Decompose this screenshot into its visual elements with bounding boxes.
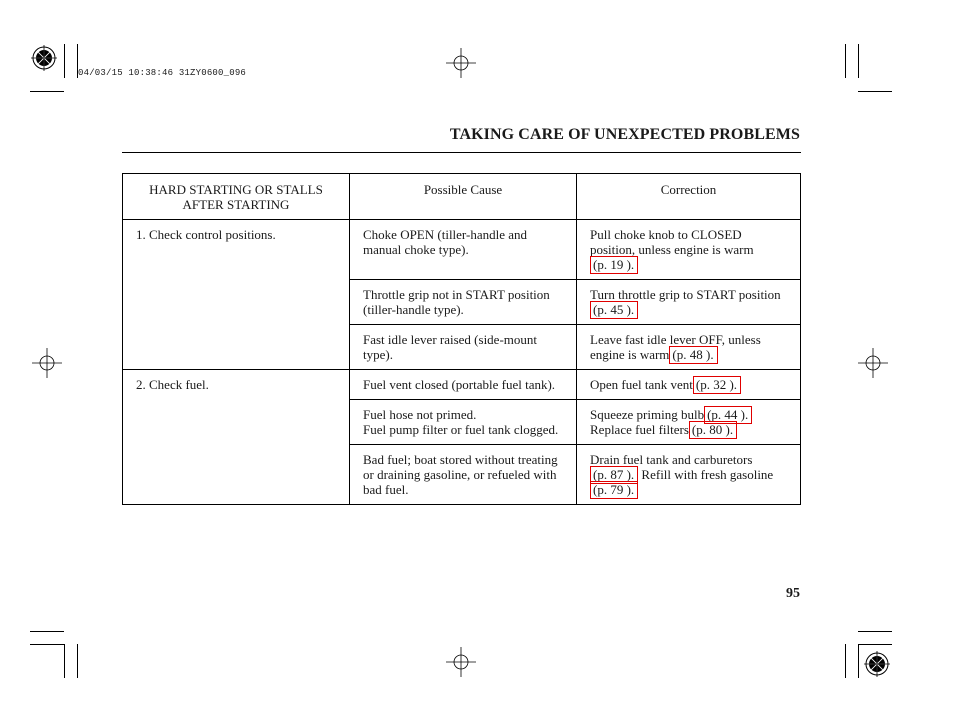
crosshair-icon: [32, 348, 62, 378]
cause-cell: Fuel vent closed (portable fuel tank).: [350, 370, 577, 400]
check-fuel-cell: 2. Check fuel.: [123, 370, 350, 505]
cause-cell: Choke OPEN (tiller-handle and manual choke type).: [350, 220, 577, 280]
cause-line: Fuel hose not primed.: [363, 407, 477, 422]
page-number: 95: [786, 586, 800, 601]
correction-text: Turn throttle grip to START position: [590, 287, 781, 302]
correction-cell: [577, 400, 801, 445]
cause-line: Fuel pump filter or fuel tank clogged.: [363, 422, 559, 437]
correction-text: Squeeze priming bulb: [590, 407, 705, 422]
page-reference-link[interactable]: (p. 80 ).: [689, 421, 737, 439]
correction-text: Open fuel tank vent: [590, 377, 693, 392]
crosshair-icon: [858, 348, 888, 378]
correction-text: Leave fast idle lever OFF, unless engine is warm: [590, 332, 761, 362]
cause-cell: Fast idle lever raised (side-mount type).: [350, 325, 577, 370]
section-title: TAKING CARE OF UNEXPECTED PROBLEMS: [449, 126, 800, 143]
troubleshooting-table: [122, 173, 801, 505]
crosshair-icon: [446, 647, 476, 677]
correction-text: Replace fuel filters: [590, 422, 689, 437]
correction-cell: [577, 445, 801, 505]
header-cause: Possible Cause: [350, 174, 577, 220]
crosshair-icon: [446, 48, 476, 78]
header-correction: Correction: [577, 174, 801, 220]
registration-star-icon: [31, 45, 57, 71]
correction-text: Drain fuel tank and carburetors: [590, 452, 753, 467]
table-row: [123, 370, 801, 400]
page-reference-link[interactable]: (p. 48 ).: [669, 346, 717, 364]
cause-cell: Bad fuel; boat stored without treating or draining gasoline, or refueled with bad fuel.: [350, 445, 577, 505]
table-row: [123, 220, 801, 280]
page-reference-link[interactable]: (p. 32 ).: [693, 376, 741, 394]
cause-cell: [350, 400, 577, 445]
title-rule: [122, 152, 801, 153]
correction-cell: [577, 280, 801, 325]
registration-star-icon: [864, 651, 890, 677]
page-reference-link[interactable]: (p. 87 ).: [590, 466, 638, 484]
table-header-row: [123, 174, 801, 220]
correction-cell: [577, 325, 801, 370]
page-reference-link[interactable]: (p. 44 ).: [704, 406, 752, 424]
correction-cell: [577, 370, 801, 400]
cause-cell: Throttle grip not in START position (tiller-handle type).: [350, 280, 577, 325]
print-stamp: 04/03/15 10:38:46 31ZY0600_096: [78, 68, 247, 78]
page-reference-link[interactable]: (p. 45 ).: [590, 301, 638, 319]
check-controls-cell: 1. Check control positions.: [123, 220, 350, 370]
correction-text: Refill with fresh gasoline: [638, 467, 774, 482]
page-reference-link[interactable]: (p. 19 ).: [590, 256, 638, 274]
correction-cell: [577, 220, 801, 280]
header-symptom: HARD STARTING OR STALLS AFTER STARTING: [123, 174, 350, 220]
correction-text: Pull choke knob to CLOSED position, unless engine is warm: [590, 227, 754, 257]
page-reference-link[interactable]: (p. 79 ).: [590, 481, 638, 499]
